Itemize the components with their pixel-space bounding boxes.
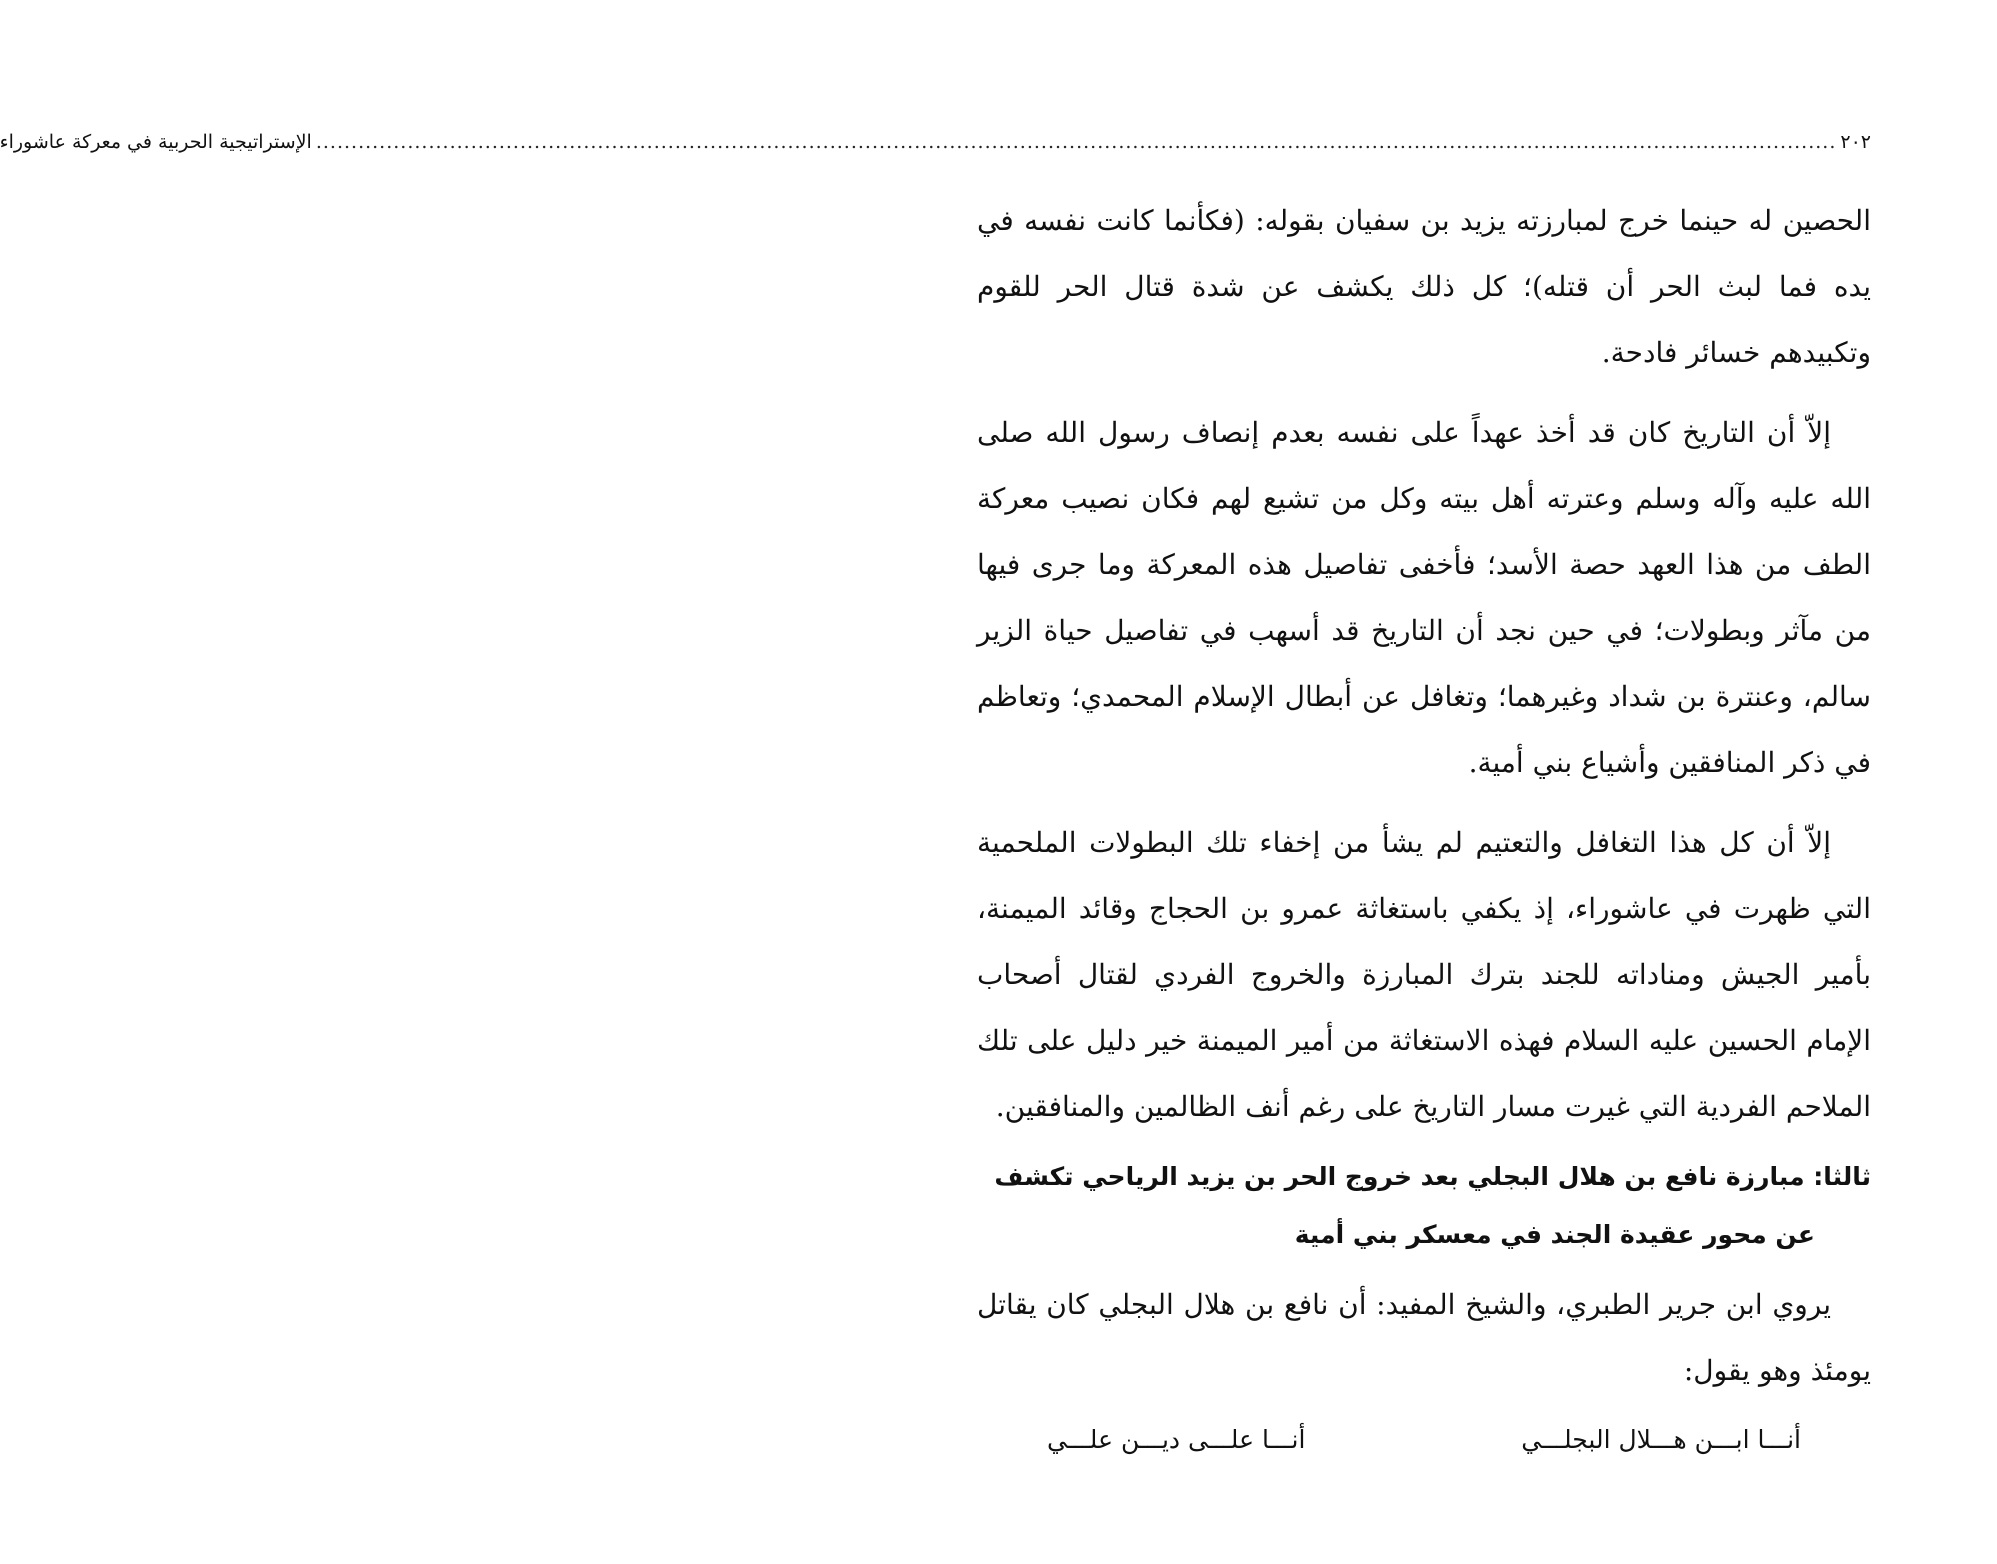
running-header xyxy=(0,122,1871,162)
paragraph-2: إلاّ أن التاريخ كان قد أخذ عهداً على نفسه بعدم إنصاف رسول الله صلى الله عليه وآله وسلم وعترته أهل بيته وكل من تشيع لهم فكان نصيب معركة الطف من هذا العهد حصة الأسد؛ فأخفى تفاصيل هذه المعركة وما جرى فيها من مآثر وبطولات؛ في حين نجد أن التاريخ قد أسهب في تفاصيل حياة الزير سالم، وعنترة بن شداد وغيرهما؛ وتغافل عن أبطال الإسلام المحمدي؛ وتعاظم في ذكر المنافقين وأشياع بني أمية. xyxy=(977,416,1871,779)
page-number: ٢٠٢ xyxy=(1840,131,1871,153)
paragraph-3: إلاّ أن كل هذا التغافل والتعتيم لم يشأ من إخفاء تلك البطولات الملحمية التي ظهرت في عاشوراء، إذ يكفي باستغاثة عمرو بن الحجاج وقائد الميمنة، بأمير الجيش ومناداته للجند بترك المبارزة والخروج الفردي لقتال أصحاب الإمام الحسين عليه السلام فهذه الاستغاثة من أمير الميمنة خير دليل على تلك الملاحم الفردية التي غيرت مسار التاريخ على رغم أنف الظالمين والمنافقين. xyxy=(977,826,1871,1123)
paragraph-4: يروي ابن جرير الطبري، والشيخ المفيد: أن نافع بن هلال البجلي كان يقاتل يومئذ وهو يقول: xyxy=(977,1288,1871,1387)
page-body xyxy=(977,188,1871,1470)
section-heading-line-1: ثالثا: مبارزة نافع بن هلال البجلي بعد خروج الحر بن يزيد الرياحي تكشف xyxy=(994,1162,1871,1191)
leader-dots: ........................................................................................................................................................................................................................ xyxy=(315,131,1837,153)
paragraph-1: الحصين له حينما خرج لمبارزته يزيد بن سفيان بقوله: (فكأنما كانت نفسه في يده فما لبث الحر أن قتله)؛ كل ذلك يكشف عن شدة قتال الحر للقوم وتكبيدهم خسائر فادحة. xyxy=(977,204,1871,369)
verse-first-hemistich: أنـــا ابـــن هـــلال البجلـــي xyxy=(1521,1425,1801,1454)
verse-second-hemistich: أنـــا علـــى ديـــن علـــي xyxy=(1047,1425,1306,1454)
poetry-verse xyxy=(977,1410,1871,1470)
section-heading xyxy=(977,1148,1871,1264)
section-heading-line-2: عن محور عقيدة الجند في معسكر بني أمية xyxy=(1294,1220,1815,1249)
book-title: الإستراتيجية الحربية في معركة عاشوراء xyxy=(0,131,312,153)
